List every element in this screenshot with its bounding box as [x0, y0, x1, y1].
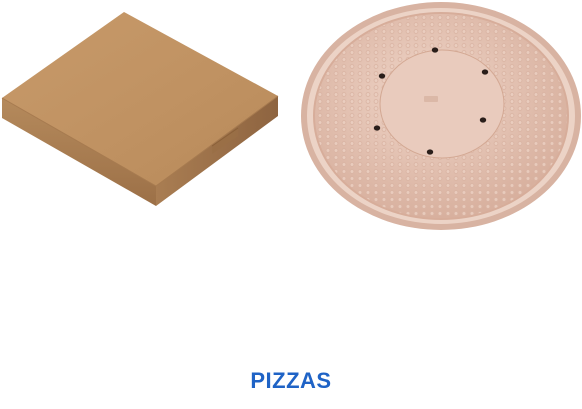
pizza-box-image	[0, 10, 282, 210]
pizza-tray-image	[300, 0, 582, 232]
caption-title: PIZZAS	[250, 368, 332, 393]
